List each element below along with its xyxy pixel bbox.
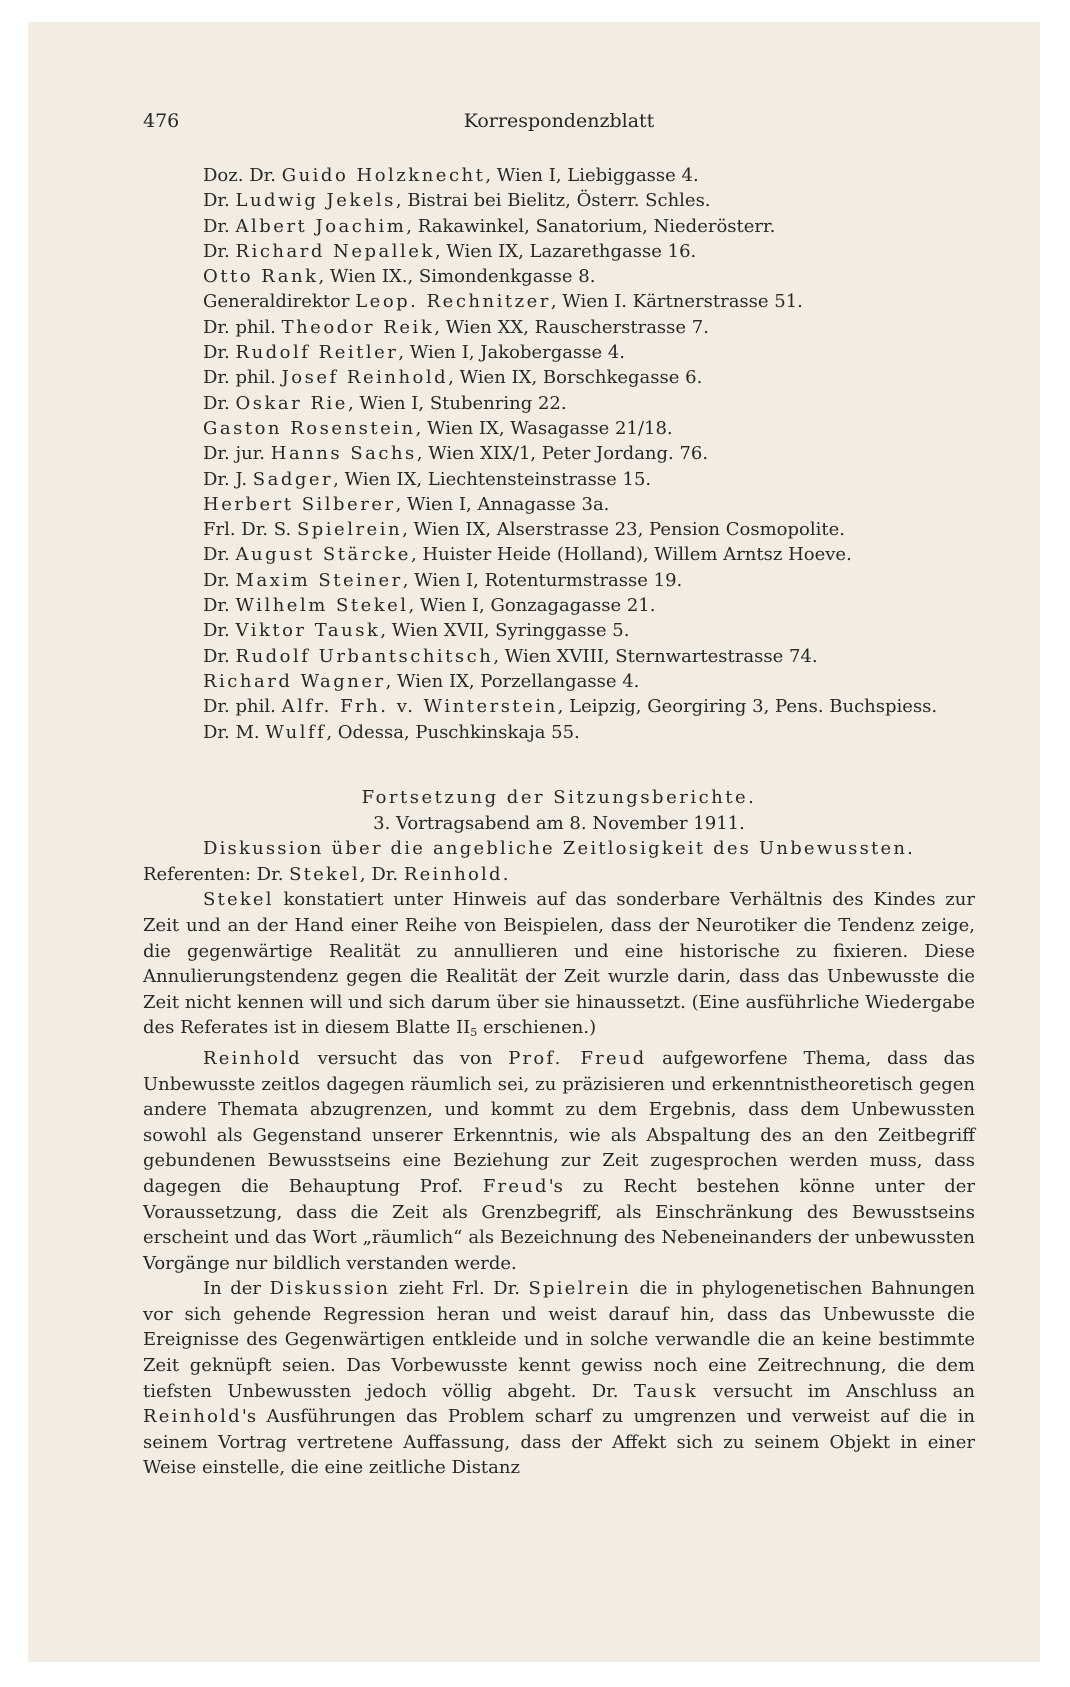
- paragraph-discussion: In der Diskussion zieht Frl. Dr. Spielrein die in phylogenetischen Bahnungen vor sich gehende Regression heran und weist darauf hin, dass das Unbewusste die Ereignisse des Gegenwärtigen entkleide und in solche verwandle die an keine bestimmte Zeit geknüpft seien. Das Vorbewusste kennt gewiss noch eine Zeitrechnung, die dem tiefsten Unbewussten jedoch völlig abgeht. Dr. Tausk versucht im Anschluss an Reinhold's Ausführungen das Problem scharf zu umgrenzen und verweist auf die in seinem Vortrag vertretene Auffassung, dass der Affekt sich zu seinem Objekt in einer Weise einstelle, die eine zeitliche Distanz: [143, 1278, 975, 1479]
- member-entry: Dr. Maxim Steiner, Wien I, Rotenturmstrasse 19.: [203, 569, 683, 591]
- proceedings-section: [143, 785, 975, 1481]
- page-header: [143, 110, 975, 140]
- member-entry: Dr. M. Wulff, Odessa, Puschkinskaja 55.: [203, 721, 580, 743]
- member-entry: Dr. jur. Hanns Sachs, Wien XIX/1, Peter Jordang. 76.: [203, 443, 709, 465]
- member-entry: Dr. Wilhelm Stekel, Wien I, Gonzagagasse 21.: [203, 595, 656, 617]
- member-entry: Dr. August Stärcke, Huister Heide (Holland), Willem Arntsz Hoeve.: [203, 544, 852, 566]
- discussion-topic: Diskussion über die angebliche Zeitlosigkeit des Unbewussten.: [202, 838, 916, 860]
- member-entry: Otto Rank, Wien IX., Simondenkgasse 8.: [203, 266, 596, 288]
- member-entry: Dr. Rudolf Urbantschitsch, Wien XVIII, Sternwartestrasse 74.: [203, 645, 818, 667]
- member-entry: Dr. phil. Josef Reinhold, Wien IX, Borschkegasse 6.: [203, 367, 703, 389]
- paragraph-stekel: Stekel konstatiert unter Hinweis auf das sonderbare Verhältnis des Kindes zur Zeit und an der Hand einer Reihe von Beispielen, dass der Neurotiker die Tendenz zeige, die gegenwärtige Realität zu annullieren und eine historische zu fixieren. Diese Annulierungstendenz gegen die Realität der Zeit wurzle darin, dass das Unbewusste die Zeit nicht kennen will und sich darum über sie hinaussetzt. (Eine ausführliche Wiedergabe des Referates ist in diesem Blatte $II_5$ erschienen.): [143, 889, 975, 1040]
- document-page: [28, 22, 1040, 1662]
- member-entry: Herbert Silberer, Wien I, Annagasse 3a.: [203, 493, 610, 515]
- member-entry: Dr. Rudolf Reitler, Wien I, Jakobergasse 4.: [203, 342, 626, 364]
- member-entry: Dr. phil. Alfr. Frh. v. Winterstein, Leipzig, Georgiring 3, Pens. Buchspiess.: [203, 696, 938, 718]
- running-title: Korrespondenzblatt: [463, 110, 655, 132]
- meeting-heading: 3. Vortragsabend am 8. November 1911.: [373, 812, 745, 834]
- member-entry: Dr. Richard Nepallek, Wien IX, Lazarethgasse 16.: [203, 240, 697, 262]
- referents-line: Referenten: Dr. Stekel, Dr. Reinhold.: [143, 863, 509, 885]
- member-entry: Dr. Albert Joachim, Rakawinkel, Sanatorium, Niederösterr.: [203, 215, 776, 237]
- member-entry: Dr. Oskar Rie, Wien I, Stubenring 22.: [203, 392, 567, 414]
- member-entry: Doz. Dr. Guido Holzknecht, Wien I, Liebiggasse 4.: [203, 165, 699, 186]
- page-number: 476: [143, 110, 180, 132]
- member-entry: Frl. Dr. S. Spielrein, Wien IX, Alserstrasse 23, Pension Cosmopolite.: [203, 519, 845, 541]
- member-entry: Dr. Ludwig Jekels, Bistrai bei Bielitz, Österr. Schles.: [203, 190, 711, 212]
- member-list: [203, 163, 963, 745]
- member-entry: Gaston Rosenstein, Wien IX, Wasagasse 21/18.: [203, 417, 673, 439]
- section-title: Fortsetzung der Sitzungsberichte.: [361, 787, 757, 808]
- member-entry: Richard Wagner, Wien IX, Porzellangasse 4.: [203, 670, 640, 692]
- member-entry: Dr. Viktor Tausk, Wien XVII, Syringgasse 5.: [203, 620, 630, 642]
- paragraph-reinhold: Reinhold versucht das von Prof. Freud aufgeworfene Thema, dass das Unbewusste zeitlos dagegen räumlich sei, zu präzisieren und erkenntnistheoretisch gegen andere Themata abzugrenzen, und kommt zu dem Ergebnis, dass dem Unbewussten sowohl als Gegenstand unserer Erkenntnis, wie als Abspaltung des an den Zeitbegriff gebundenen Bewusstseins eine Beziehung zur Zeit zugesprochen werden muss, dass dagegen die Behauptung Prof. Freud's zu Recht bestehen könne unter der Voraussetzung, dass die Zeit als Grenzbegriff, als Einschränkung des Bewusstseins erscheint und das Wort „räumlich“ als Bezeichnung des Nebeneinanders der unbewussten Vorgänge nur bildlich verstanden werde.: [143, 1047, 976, 1274]
- member-entry: Dr. phil. Theodor Reik, Wien XX, Rauscherstrasse 7.: [203, 316, 709, 338]
- member-entry: Dr. J. Sadger, Wien IX, Liechtensteinstrasse 15.: [203, 468, 652, 490]
- member-entry: Generaldirektor Leop. Rechnitzer, Wien I. Kärtnerstrasse 51.: [203, 291, 803, 313]
